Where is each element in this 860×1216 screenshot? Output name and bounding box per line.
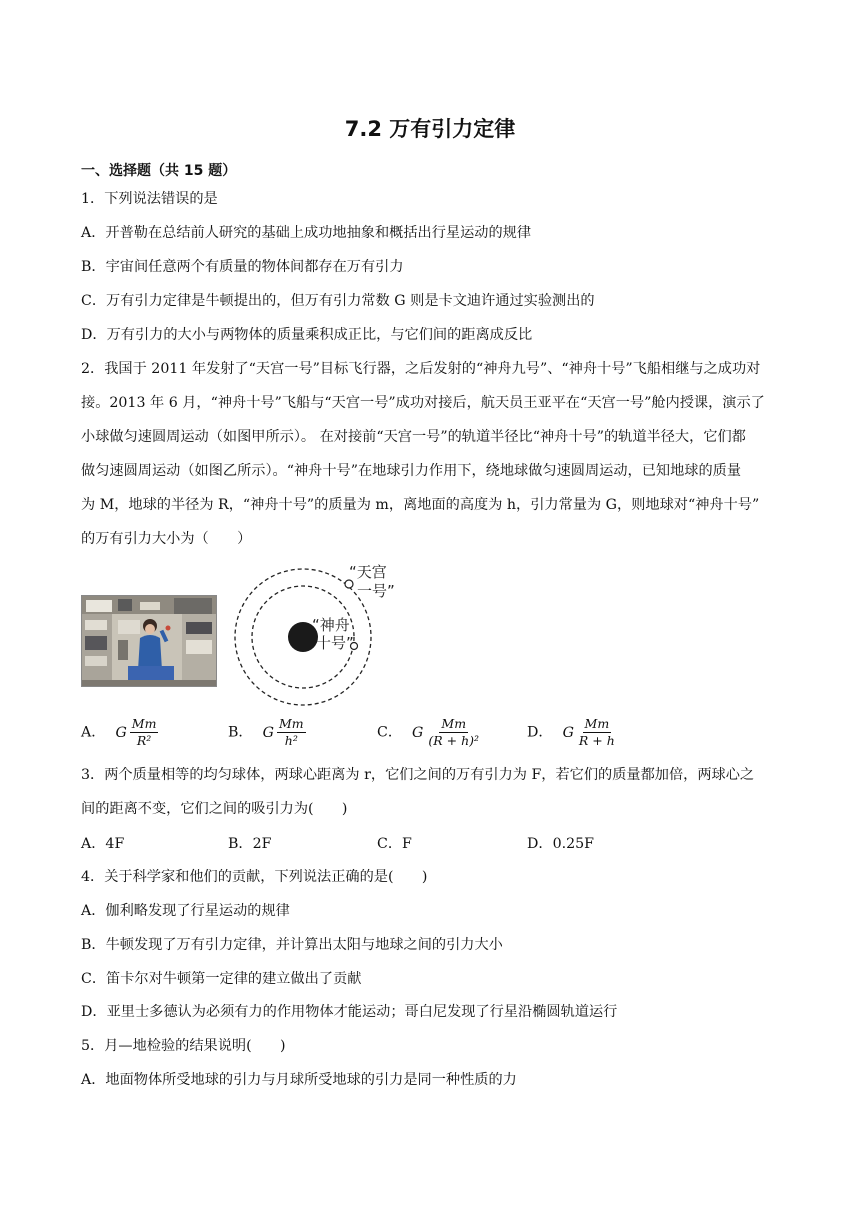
option-letter: D．	[527, 724, 553, 741]
denominator: h²	[284, 733, 298, 748]
q1-option-b[interactable]: B．宇宙间任意两个有质量的物体间都存在万有引力	[81, 259, 404, 275]
numerator: Mm	[278, 716, 304, 731]
numerator: Mm	[584, 716, 610, 731]
numerator: Mm	[441, 716, 467, 731]
q4-option-a[interactable]: A．伽利略发现了行星运动的规律	[81, 903, 290, 919]
q2-line-5: 为 M，地球的半径为 R，“神舟十号”的质量为 m，离地面的高度为 h，引力常量为 G，则地球对“神舟十号”	[81, 497, 760, 513]
denominator: R + h	[578, 733, 615, 748]
q3-line-2: 间的距离不变，它们之间的吸引力为( )	[81, 801, 348, 817]
orbit-diagram	[232, 560, 402, 710]
denominator: R²	[136, 733, 152, 748]
q1-option-a[interactable]: A．开普勒在总结前人研究的基础上成功地抽象和概括出行星运动的规律	[81, 225, 532, 241]
q1-option-d[interactable]: D．万有引力的大小与两物体的质量乘积成正比，与它们间的距离成反比	[81, 327, 533, 343]
q3-option-b[interactable]: B．2F	[228, 836, 272, 852]
q4-stem: 4．关于科学家和他们的贡献，下列说法正确的是( )	[81, 869, 428, 885]
q2-option-c[interactable]	[377, 717, 481, 748]
gravity-constant: G	[562, 724, 574, 741]
q3-option-d[interactable]: D．0.25F	[527, 836, 594, 852]
q2-options	[81, 717, 781, 757]
q1-option-c[interactable]: C．万有引力定律是牛顿提出的，但万有引力常数 G 则是卡文迪许通过实验测出的	[81, 293, 595, 309]
q2-line-4: 做匀速圆周运动（如图乙所示）。“神舟十号”在地球引力作用下，绕地球做匀速圆周运动，已知地球的质量	[81, 463, 742, 479]
section-heading: 一、选择题（共 15 题）	[81, 163, 237, 179]
fraction	[130, 717, 159, 748]
option-letter: C．	[377, 724, 403, 741]
q2-option-b[interactable]	[228, 717, 306, 748]
q4-option-d[interactable]: D．亚里士多德认为必须有力的作用物体才能运动；哥白尼发现了行星沿椭圆轨道运行	[81, 1004, 618, 1020]
q1-stem: 1．下列说法错误的是	[81, 191, 218, 207]
q2-line-1: 2．我国于 2011 年发射了“天宫一号”目标飞行器，之后发射的“神舟九号”、“神舟十号”飞船相继与之成功对	[81, 361, 761, 377]
q4-option-b[interactable]: B．牛顿发现了万有引力定律，并计算出太阳与地球之间的引力大小	[81, 937, 503, 953]
q5-stem: 5．月—地检验的结果说明( )	[81, 1038, 286, 1054]
q2-option-d[interactable]	[527, 717, 617, 748]
astronaut-photo-image	[82, 596, 216, 686]
gravity-constant: G	[115, 724, 127, 741]
q2-line-6: 的万有引力大小为（ ）	[81, 531, 252, 547]
q4-option-c[interactable]: C．笛卡尔对牛顿第一定律的建立做出了贡献	[81, 971, 362, 987]
q5-option-a[interactable]: A．地面物体所受地球的引力与月球所受地球的引力是同一种性质的力	[81, 1072, 517, 1088]
label-tiangong-1: “天宫	[349, 563, 387, 581]
label-shenzhou-2: 十号”	[316, 634, 354, 652]
denominator: (R + h)²	[428, 733, 480, 748]
fraction	[277, 717, 306, 748]
q3-option-a[interactable]: A．4F	[81, 836, 125, 852]
q2-option-a[interactable]	[81, 717, 158, 748]
option-letter: B．	[228, 724, 253, 741]
page-title: 7.2 万有引力定律	[344, 117, 516, 141]
label-tiangong-2: 一号”	[357, 582, 395, 600]
option-letter: A．	[81, 724, 106, 741]
tiangong-marker	[345, 580, 353, 588]
q3-option-c[interactable]: C．F	[377, 836, 412, 852]
fraction	[426, 717, 481, 748]
gravity-constant: G	[412, 724, 424, 741]
q3-line-1: 3．两个质量相等的均匀球体，两球心距离为 r，它们之间的万有引力为 F，若它们的质量都加倍，两球心之	[81, 767, 755, 783]
label-shenzhou-1: “神舟	[312, 616, 350, 634]
q2-line-3: 小球做匀速圆周运动（如图甲所示）。 在对接前“天宫一号”的轨道半径比“神舟十号”的轨道半径大，它们都	[81, 429, 746, 445]
numerator: Mm	[131, 716, 157, 731]
fraction	[577, 717, 617, 748]
q2-line-2: 接。2013 年 6 月，“神舟十号”飞船与“天宫一号”成功对接后，航天员王亚平在“天宫一号”舱内授课，演示了	[81, 395, 765, 411]
astronaut-photo	[81, 595, 217, 687]
q3-options	[81, 833, 781, 853]
gravity-constant: G	[262, 724, 274, 741]
